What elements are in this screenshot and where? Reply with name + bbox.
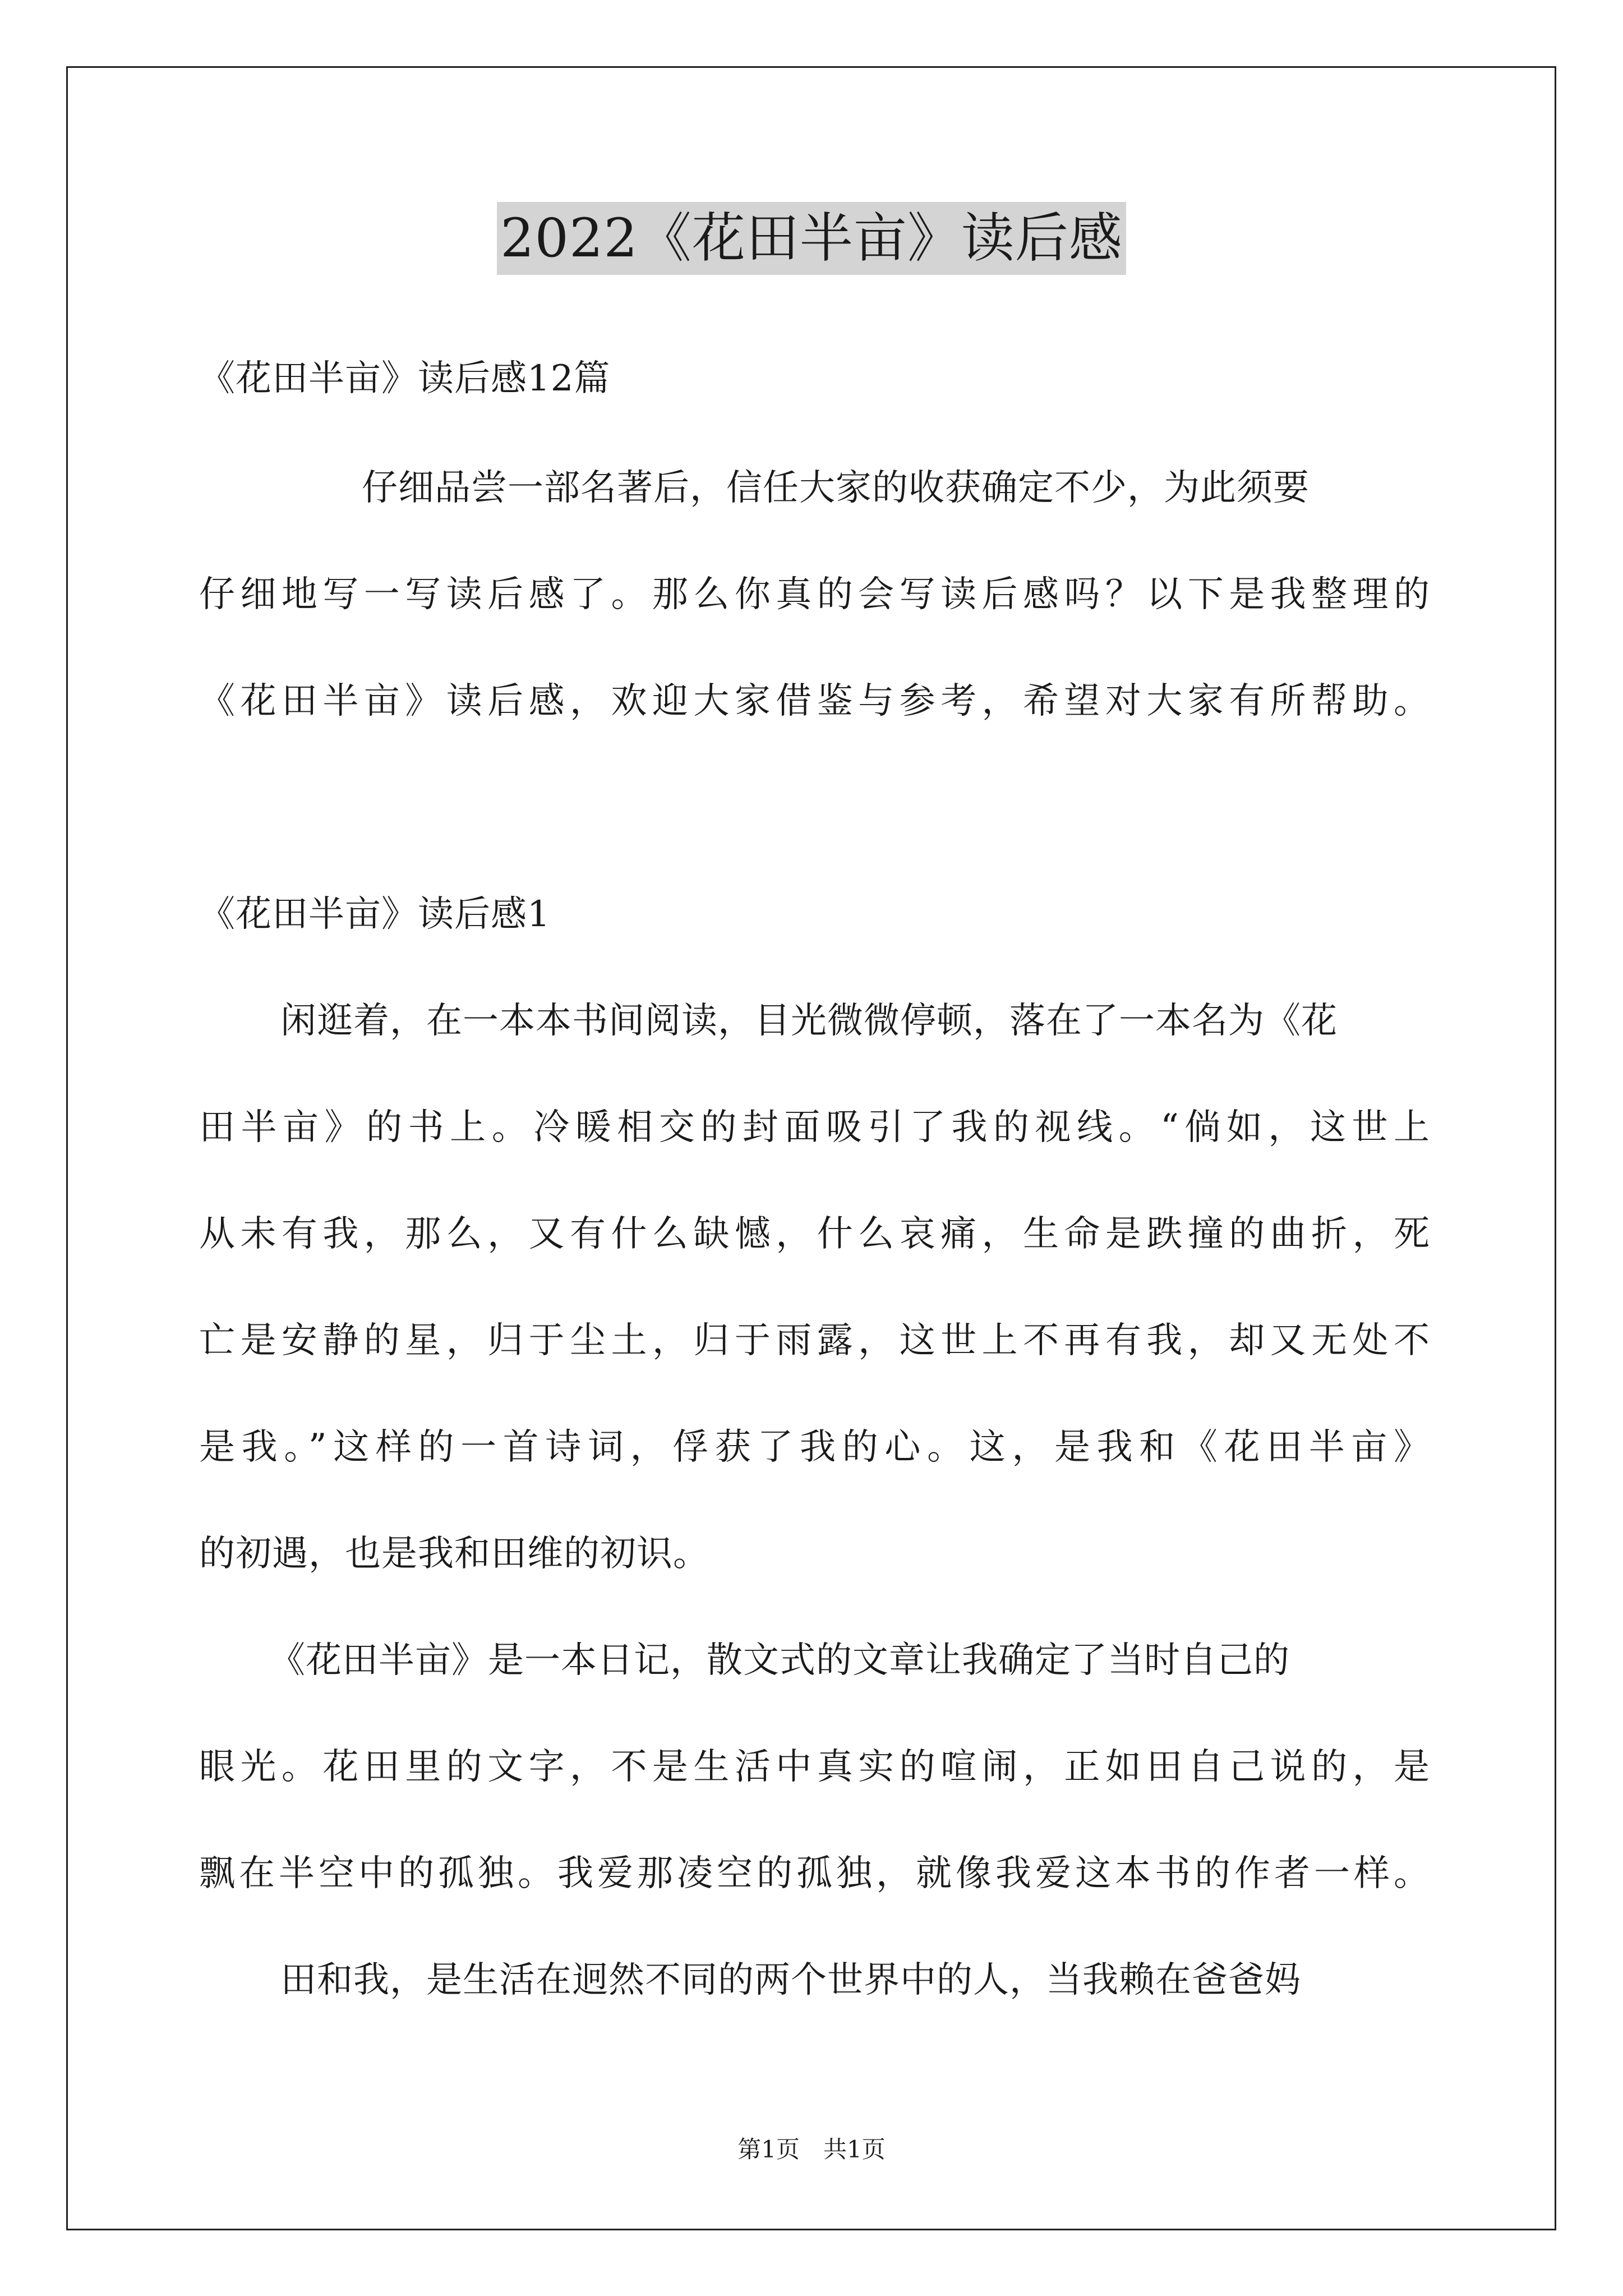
page-number: 第1页 共1页 [737,2136,886,2163]
paragraph-line: 田半亩》的书上。冷暖相交的封面吸引了我的视线。“倘如，这世上 [199,1107,1430,1148]
paragraph-line: 《花田半亩》是一本日记，散文式的文章让我确定了当时自己的 [269,1640,1290,1681]
paragraph-line: 田和我，是生活在迥然不同的两个世界中的人，当我赖在爸爸妈 [280,1959,1301,2001]
paragraph-line: 是我。”这样的一首诗词，俘获了我的心。这，是我和《花田半亩》 [199,1427,1430,1468]
document-title: 2022《花田半亩》读后感 [497,202,1126,275]
intro-line: 仔细地写一写读后感了。那么你真的会写读后感吗？以下是我整理的 [199,574,1430,615]
paragraph-line: 从未有我，那么，又有什么缺憾，什么哀痛，生命是跌撞的曲折，死 [199,1213,1430,1255]
title-container [0,202,1623,275]
paragraph-line: 亡是安静的星，归于尘土，归于雨露，这世上不再有我，却又无处不 [199,1320,1430,1361]
section-heading: 《花田半亩》读后感1 [199,894,551,935]
subtitle: 《花田半亩》读后感12篇 [199,358,611,399]
intro-line: 仔细品尝一部名著后，信任大家的收获确定不少，为此须要 [362,467,1310,509]
paragraph-line: 的初遇，也是我和田维的初识。 [199,1533,709,1575]
intro-line: 《花田半亩》读后感，欢迎大家借鉴与参考，希望对大家有所帮助。 [199,680,1430,722]
paragraph-line: 眼光。花田里的文字，不是生活中真实的喧闹，正如田自己说的，是 [199,1746,1430,1788]
paragraph-line: 飘在半空中的孤独。我爱那凌空的孤独，就像我爱这本书的作者一样。 [199,1853,1430,1894]
paragraph-line: 闲逛着，在一本本书间阅读，目光微微停顿，落在了一本名为《花 [280,1000,1338,1042]
